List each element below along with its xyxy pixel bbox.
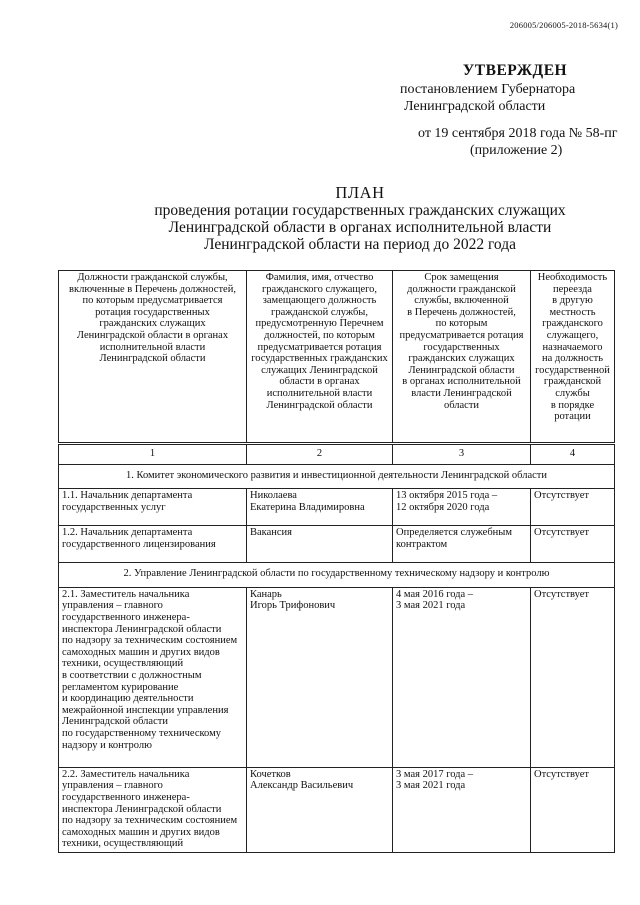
cell-position: 2.2. Заместитель начальника управления – главного государственного инженера- инспектора Ленинградской области по надзору за техническим состоянием самоходных машин и других видов техники, осуществляющий bbox=[59, 767, 247, 852]
cell-name: Вакансия bbox=[247, 526, 393, 563]
cell-relocation: Отсутствует bbox=[531, 767, 615, 852]
cell-position: 1.1. Начальник департамента государственных услуг bbox=[59, 489, 247, 526]
title-plan: ПЛАН bbox=[335, 183, 385, 202]
cell-relocation: Отсутствует bbox=[531, 587, 615, 767]
approval-date: от 19 сентября 2018 года № 58-пг bbox=[418, 126, 618, 141]
header-positions: Должности гражданской службы, включенные в Перечень должностей, по которым предусматривается ротация государственных гражданских служащих Ленинградской области в органах исполнительной власти Ленинградской области bbox=[59, 271, 247, 444]
title-line-2: Ленинградской области в органах исполнительной власти bbox=[168, 219, 552, 236]
cell-term: 3 мая 2017 года – 3 мая 2021 года bbox=[393, 767, 531, 852]
document-number: 206005/206005-2018-5634(1) bbox=[509, 20, 618, 30]
cell-name: Николаева Екатерина Владимировна bbox=[247, 489, 393, 526]
approval-line-1: постановлением Губернатора bbox=[400, 82, 576, 97]
cell-position: 1.2. Начальник департамента государственного лицензирования bbox=[59, 526, 247, 563]
approval-heading: УТВЕРЖДЕН bbox=[462, 62, 568, 79]
column-number: 4 bbox=[531, 444, 615, 465]
header-relocation: Необходимость переезда в другую местность гражданского служащего, назначаемого на должность государственной гражданской службы в порядке ротации bbox=[531, 271, 615, 444]
approval-appendix: (приложение 2) bbox=[470, 143, 563, 158]
section-title: 1. Комитет экономического развития и инвестиционной деятельности Ленинградской области bbox=[59, 464, 615, 489]
cell-term: Определяется служебным контрактом bbox=[393, 526, 531, 563]
header-employee-name: Фамилия, имя, отчество гражданского служащего, замещающего должность гражданской службы, предусмотренную Перечнем должностей, по которым предусматривается ротация государственных гражданских служащих Ленинградской области в органах исполнительной власти Ленинградской области bbox=[247, 271, 393, 444]
cell-name: Кочетков Александр Васильевич bbox=[247, 767, 393, 852]
approval-stamp bbox=[400, 62, 630, 159]
approval-line-2: Ленинградской области bbox=[404, 99, 546, 114]
section-title: 2. Управление Ленинградской области по государственному техническому надзору и контролю bbox=[59, 563, 615, 588]
cell-relocation: Отсутствует bbox=[531, 489, 615, 526]
cell-term: 13 октября 2015 года – 12 октября 2020 года bbox=[393, 489, 531, 526]
cell-term: 4 мая 2016 года – 3 мая 2021 года bbox=[393, 587, 531, 767]
title-line-3: Ленинградской области на период до 2022 года bbox=[203, 236, 517, 253]
header-term: Срок замещения должности гражданской службы, включенной в Перечень должностей, по которым предусматривается ротация государственных гражданских служащих Ленинградской области в органах исполнительной власти Ленинградской области bbox=[393, 271, 531, 444]
cell-name: Канарь Игорь Трифонович bbox=[247, 587, 393, 767]
document-title bbox=[80, 184, 640, 253]
column-number: 1 bbox=[59, 444, 247, 465]
column-number: 3 bbox=[393, 444, 531, 465]
column-number: 2 bbox=[247, 444, 393, 465]
title-line-1: проведения ротации государственных гражданских служащих bbox=[154, 202, 566, 219]
cell-position: 2.1. Заместитель начальника управления – главного государственного инженера- инспектора Ленинградской области по надзору за техническим состоянием самоходных машин и других видов техники, осуществляющий в соответствии с должностным регламентом курирование и координацию деятельности межрайонной инспекции управления Ленинградской области по государственному техническому надзору и контролю bbox=[59, 587, 247, 767]
cell-relocation: Отсутствует bbox=[531, 526, 615, 563]
rotation-plan-table bbox=[58, 270, 615, 853]
